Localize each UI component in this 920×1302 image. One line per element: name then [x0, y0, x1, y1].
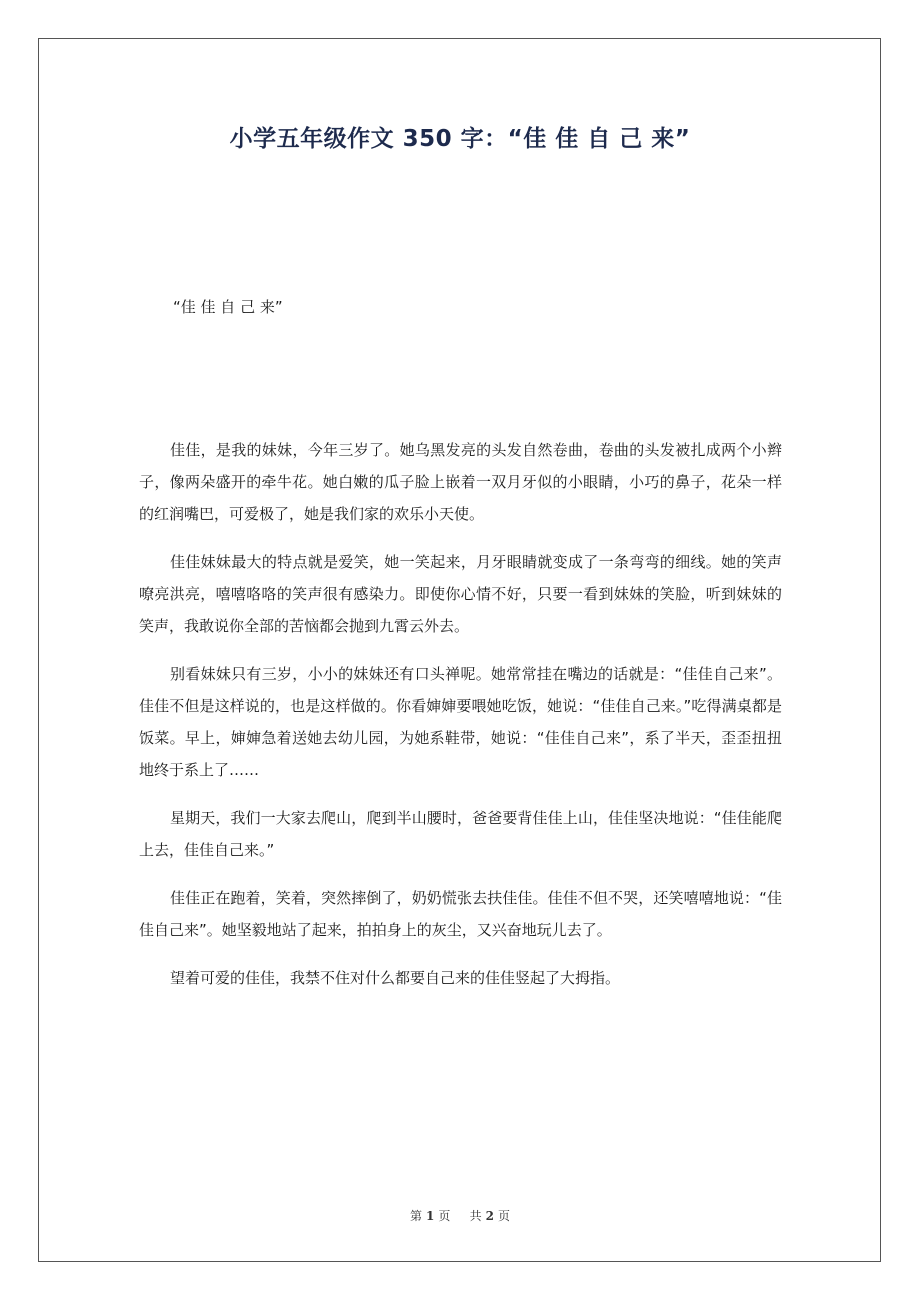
paragraph-1: 佳佳，是我的妹妹，今年三岁了。她乌黑发亮的头发自然卷曲，卷曲的头发被扎成两个小辫子，像两朵盛开的牵牛花。她白嫩的瓜子脸上嵌着一双月牙似的小眼睛，小巧的鼻子，花朵一样的红润嘴巴，可爱极了，她是我们家的欢乐小天使。: [139, 441, 782, 523]
document-subtitle: “佳 佳 自 己 来”: [173, 298, 283, 316]
paragraph-4: 星期天，我们一大家去爬山，爬到半山腰时，爸爸要背佳佳上山，佳佳坚决地说：“佳佳能爬上去，佳佳自己来。”: [139, 809, 782, 859]
page-prefix: 第: [409, 1209, 422, 1223]
paragraph-5: 佳佳正在跑着，笑着，突然摔倒了，奶奶慌张去扶佳佳。佳佳不但不哭，还笑嘻嘻地说：“佳佳自己来”。她坚毅地站了起来，拍拍身上的灰尘，又兴奋地玩儿去了。: [139, 889, 782, 939]
document-body: [139, 434, 782, 1010]
total-prefix: 共: [469, 1209, 482, 1223]
page-suffix: 页: [438, 1209, 451, 1223]
total-page-count: 2: [485, 1209, 494, 1223]
page-footer: [0, 1207, 920, 1224]
paragraph-3: 别看妹妹只有三岁，小小的妹妹还有口头禅呢。她常常挂在嘴边的话就是：“佳佳自己来”。佳佳不但是这样说的，也是这样做的。你看婶婶要喂她吃饭，她说：“佳佳自己来。”吃得满桌都是饭菜。早上，婶婶急着送她去幼儿园，为她系鞋带，她说：“佳佳自己来”，系了半天，歪歪扭扭地终于系上了……: [139, 665, 782, 779]
paragraph-6: 望着可爱的佳佳，我禁不住对什么都要自己来的佳佳竖起了大拇指。: [170, 969, 621, 987]
paragraph-2: 佳佳妹妹最大的特点就是爱笑，她一笑起来，月牙眼睛就变成了一条弯弯的细线。她的笑声嘹亮洪亮，嘻嘻咯咯的笑声很有感染力。即使你心情不好，只要一看到妹妹的笑脸，听到妹妹的笑声，我敢说你全部的苦恼都会抛到九霄云外去。: [139, 553, 782, 635]
total-suffix: 页: [498, 1209, 511, 1223]
document-title: 小学五年级作文 350 字：“佳 佳 自 己 来”: [229, 126, 691, 152]
current-page-number: 1: [425, 1209, 435, 1223]
